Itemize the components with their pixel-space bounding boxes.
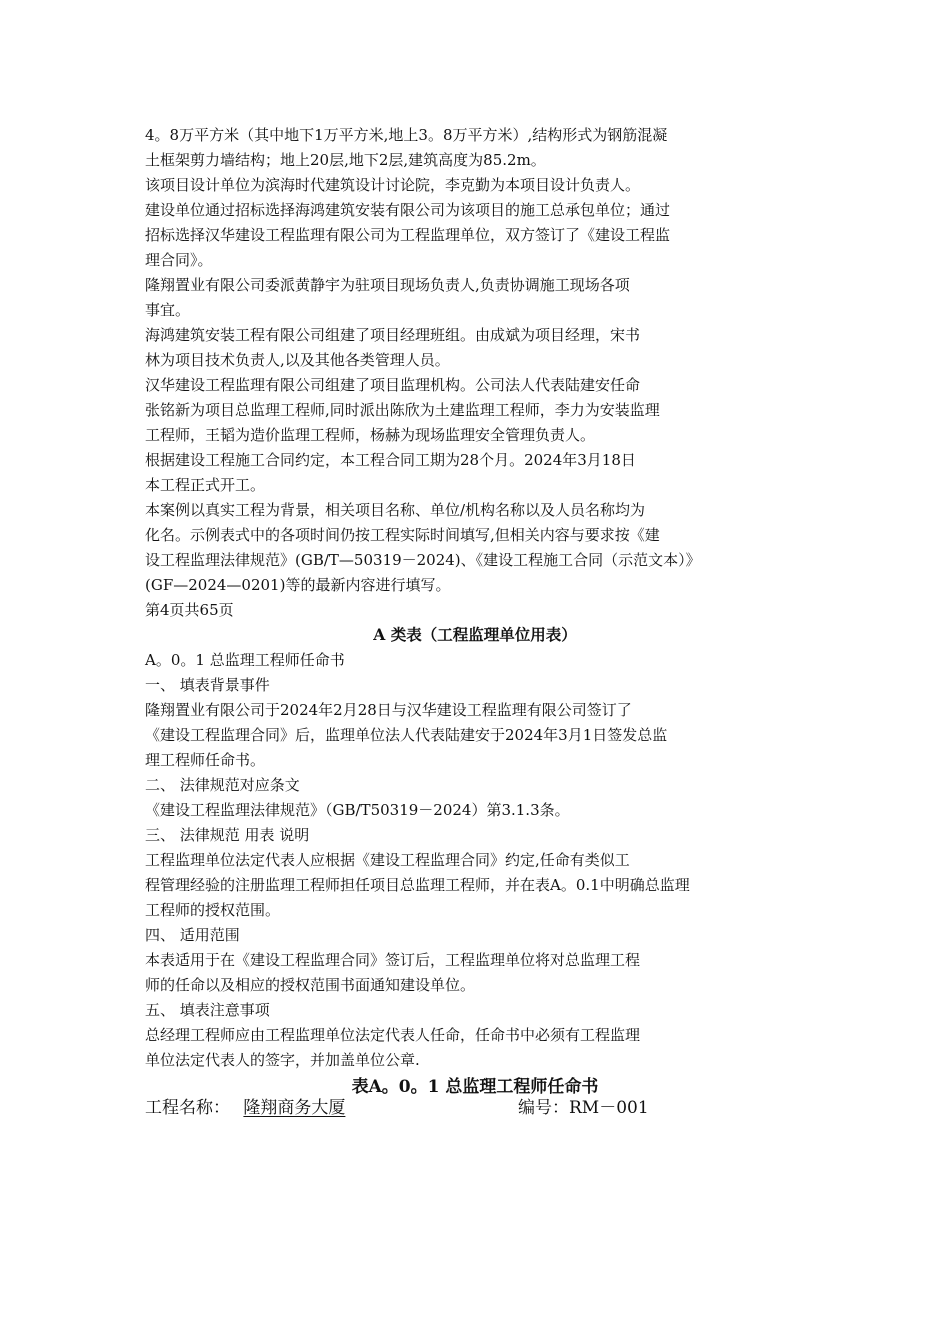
body-line: 本案例以真实工程为背景，相关项目名称、单位/机构名称以及人员名称均为 [145,501,646,519]
section-line: 工程师的授权范围。 [145,901,281,919]
section-line: 师的任命以及相应的授权范围书面通知建设单位。 [145,976,476,994]
section-line: 一、 填表背景事件 [145,676,270,694]
section-line: 四、 适用范围 [145,926,240,944]
body-line: 土框架剪力墙结构；地上20层,地下2层,建筑高度为85.2m。 [145,151,546,169]
body-line: 隆翔置业有限公司委派黄静宇为驻项目现场负责人,负责协调施工现场各项 [145,276,630,294]
body-line: 建设单位通过招标选择海鸿建筑安装有限公司为该项目的施工总承包单位；通过 [145,201,671,219]
section-line: 程管理经验的注册监理工程师担任项目总监理工程师，并在表A。0.1中明确总监理 [145,876,690,894]
section-line: 总经理工程师应由工程监理单位法定代表人任命，任命书中必须有工程监理 [145,1026,641,1044]
section-line: 《建设工程监理法律规范》（GB/T50319－2024）第3.1.3条。 [145,801,570,819]
page-number: 第4页共65页 [145,601,234,619]
project-code-field [518,1096,649,1120]
body-line: 本工程正式开工。 [145,476,266,494]
body-line: 张铭新为项目总监理工程师,同时派出陈欣为土建监理工程师，李力为安装监理 [145,401,660,419]
body-line: 理合同》。 [145,251,213,269]
section-title: A 类表（工程监理单位用表） [373,625,577,644]
section-line: A。0。1 总监理工程师任命书 [145,651,345,669]
section-line: 《建设工程监理合同》后，监理单位法人代表陆建安于2024年3月1日签发总监 [145,726,668,744]
project-name-value: 隆翔商务大厦 [243,1098,346,1118]
section-line: 三、 法律规范 用表 说明 [145,826,310,844]
body-line: 4。8万平方米（其中地下1万平方米,地上3。8万平方米）,结构形式为钢筋混凝 [145,126,668,144]
section-line: 二、 法律规范对应条文 [145,776,300,794]
section-line: 单位法定代表人的签字，并加盖单位公章. [145,1051,420,1069]
section-line: 本表适用于在《建设工程监理合同》签订后，工程监理单位将对总监理工程 [145,951,641,969]
body-line: 该项目设计单位为滨海时代建筑设计讨论院，李克勤为本项目设计负责人。 [145,176,641,194]
table-title: 表A。0。1 总监理工程师任命书 [351,1077,599,1097]
section-line: 工程监理单位法定代表人应根据《建设工程监理合同》约定,任命有类似工 [145,851,630,869]
body-line: 事宜。 [145,301,191,319]
section-line: 理工程师任命书。 [145,751,266,769]
body-line: 设工程监理法律规范》(GB/T—50319－2024)、《建设工程施工合同（示范文本）》 [145,551,701,569]
section-line: 五、 填表注意事项 [145,1001,270,1019]
body-line: 根据建设工程施工合同约定，本工程合同工期为28个月。2024年3月18日 [145,451,636,469]
body-line: 林为项目技术负责人,以及其他各类管理人员。 [145,351,450,369]
project-code-value: RM－001 [569,1098,649,1118]
body-line: 化名。示例表式中的各项时间仍按工程实际时间填写,但相关内容与要求按《建 [145,526,660,544]
body-line: 工程师，王韬为造价监理工程师，杨赫为现场监理安全管理负责人。 [145,426,596,444]
body-line: 汉华建设工程监理有限公司组建了项目监理机构。公司法人代表陆建安任命 [145,376,641,394]
body-line: 招标选择汉华建设工程监理有限公司为工程监理单位，双方签订了《建设工程监 [145,226,671,244]
project-name-label: 工程名称： [145,1098,230,1118]
project-code-label: 编号： [518,1098,569,1118]
section-line: 隆翔置业有限公司于2024年2月28日与汉华建设工程监理有限公司签订了 [145,701,632,719]
project-name-field [145,1096,345,1120]
body-line: 海鸿建筑安装工程有限公司组建了项目经理班组。由成斌为项目经理，宋书 [145,326,641,344]
body-line: (GF—2024—0201)等的最新内容进行填写。 [145,576,451,594]
